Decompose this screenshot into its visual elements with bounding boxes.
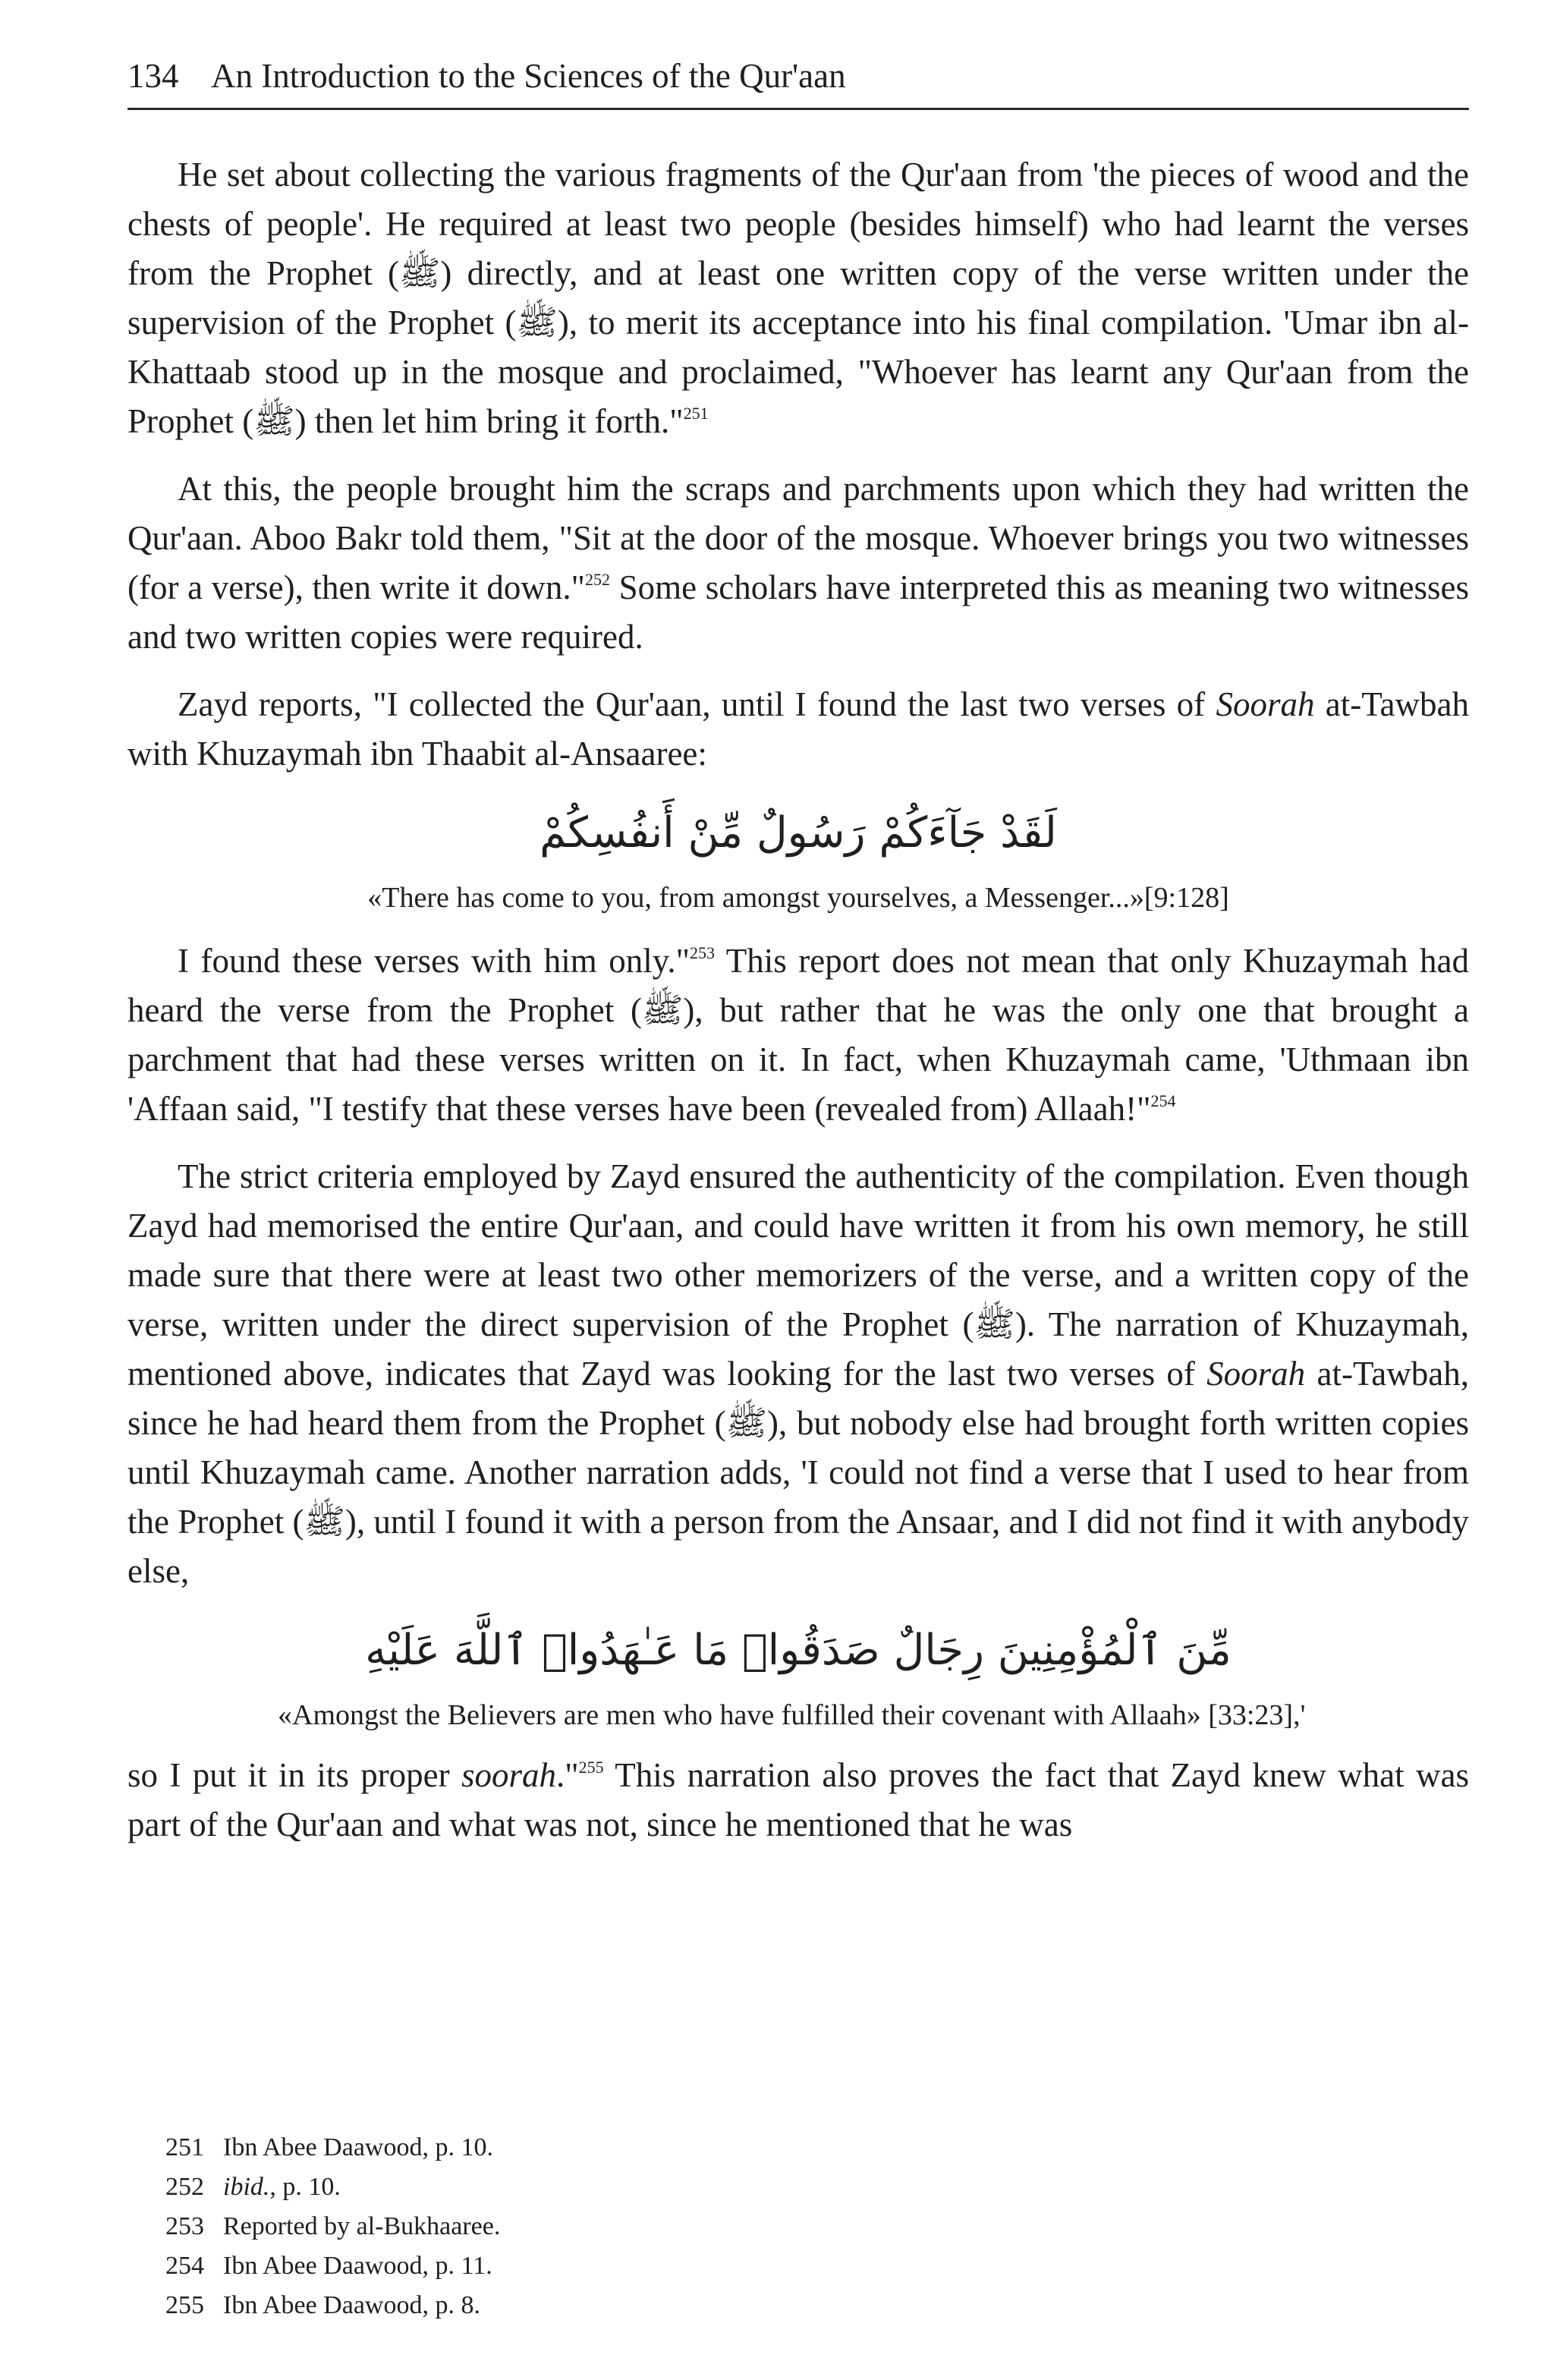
footnote-text: Ibn Abee Daawood, p. 10.: [223, 2133, 493, 2161]
paragraph-2-text-b: Some scholars have interpreted this as meaning two witnesses and two written copies were required.: [127, 568, 1469, 656]
footnotes: [165, 2128, 1228, 2325]
footnote-ref-253: 253: [689, 943, 715, 962]
running-title: An Introduction to the Sciences of the Qur'aan: [211, 57, 846, 95]
paragraph-2-text-a: At this, the people brought him the scraps and parchments upon which they had written the Qur'aan. Aboo Bakr told them, "Sit at the door of the mosque. Whoever brings you two witnesses (for a verse), then write it down.": [127, 470, 1469, 606]
footnote-text: Reported by al-Bukhaaree.: [223, 2212, 501, 2240]
footnote-number: 251: [165, 2133, 204, 2161]
footnote-number: 255: [165, 2291, 204, 2319]
page-number: 134: [127, 57, 179, 95]
arabic-verse-1: لَقَدْ جَآءَكُمْ رَسُولٌ مِّنْ أَنفُسِكُمْ: [539, 808, 1057, 858]
paragraph-1-text: He set about collecting the various fragments of the Qur'aan from 'the pieces of wood and the chests of people'. He required at least two people (besides himself) who had learnt the verses from the Prophet (ﷺ) directly, and at least one written copy of the verse written under the supervision of the Prophet (ﷺ), to merit its acceptance into his final compilation. 'Umar ibn al-Khattaab stood up in the mosque and proclaimed, "Whoever has learnt any Qur'aan from the Prophet (ﷺ) then let him bring it forth.": [127, 156, 1470, 440]
footnote-253: [165, 2207, 1228, 2246]
running-header: [127, 53, 1469, 110]
footnote-text: Ibn Abee Daawood, p. 8.: [223, 2291, 480, 2319]
footnote-ref-254: 254: [1150, 1091, 1176, 1110]
footnote-number: 253: [165, 2212, 204, 2240]
paragraph-6: [127, 1751, 1469, 1850]
verse-1-translation: «There has come to you, from amongst yourselves, a Messenger...»[9:128]: [367, 882, 1229, 914]
footnote-255: [165, 2286, 1228, 2325]
paragraph-2: [127, 464, 1469, 662]
paragraph-6-text-b: .": [556, 1756, 579, 1794]
footnote-ref-252: 252: [585, 570, 610, 589]
paragraph-5-italic: Soorah: [1206, 1355, 1306, 1393]
paragraph-4-text-a: I found these verses with him only.": [178, 942, 690, 980]
footnote-ref-251: 251: [683, 404, 709, 423]
footnote-254: [165, 2246, 1228, 2286]
footnote-252: [165, 2168, 1228, 2207]
paragraph-5: [127, 1152, 1469, 1596]
paragraph-6-text-a: so I put it in its proper: [127, 1756, 462, 1794]
paragraph-5-text-a: The strict criteria employed by Zayd ensured the authenticity of the compilation. Even though Zayd had memorised the entire Qur'aan, and could have written it from his own memory, he still made sure that there were at least two other memorizers of the verse, and a written copy of the verse, written under the direct supervision of the Prophet (ﷺ). The narration of Khuzaymah, mentioned above, indicates that Zayd was looking for the last two verses of: [127, 1157, 1469, 1393]
paragraph-1: [127, 150, 1469, 446]
footnote-number: 254: [165, 2252, 204, 2280]
footnote-text: , p. 10.: [269, 2173, 341, 2201]
footnote-text: Ibn Abee Daawood, p. 11.: [223, 2252, 492, 2280]
footnote-number: 252: [165, 2173, 204, 2201]
paragraph-6-italic: soorah: [461, 1756, 557, 1794]
paragraph-4: [127, 937, 1469, 1134]
footnote-251: [165, 2128, 1228, 2168]
footnote-italic: ibid.: [223, 2173, 270, 2201]
footnote-ref-255: 255: [578, 1758, 604, 1777]
paragraph-3-text-a: Zayd reports, "I collected the Qur'aan, until I found the last two verses of: [178, 685, 1216, 723]
paragraph-5-text-b: at-Tawbah, since he had heard them from the Prophet (ﷺ), but nobody else had brought forth written copies until Khuzaymah came. Another narration adds, 'I could not find a verse that I used to hear from the Prophet (ﷺ), until I found it with a person from the Ansaar, and I did not find it with anybody else,: [127, 1355, 1470, 1590]
paragraph-6-text-c: This narration also proves the fact that Zayd knew what was part of the Qur'aan and what was not, since he mentioned that he was: [127, 1756, 1469, 1843]
paragraph-3: [127, 680, 1469, 779]
paragraph-3-italic: Soorah: [1216, 685, 1315, 723]
arabic-verse-2: مِّنَ ٱلْمُؤْمِنِينَ رِجَالٌ صَدَقُوا۟ مَا عَـٰهَدُوا۟ ٱللَّهَ عَلَيْهِ: [365, 1626, 1232, 1675]
paragraph-3-text-b: at-Tawbah with Khuzaymah ibn Thaabit al-Ansaaree:: [127, 685, 1469, 773]
main-text: [127, 150, 1469, 1850]
paragraph-4-text-b: This report does not mean that only Khuzaymah had heard the verse from the Prophet (ﷺ), but rather that he was the only one that brought a parchment that had these verses written on it. In fact, when Khuzaymah came, 'Uthmaan ibn 'Affaan said, "I testify that these verses have been (revealed from) Allaah!": [127, 942, 1470, 1128]
verse-2-translation: «Amongst the Believers are men who have fulfilled their covenant with Allaah» [33:23],': [278, 1699, 1306, 1731]
